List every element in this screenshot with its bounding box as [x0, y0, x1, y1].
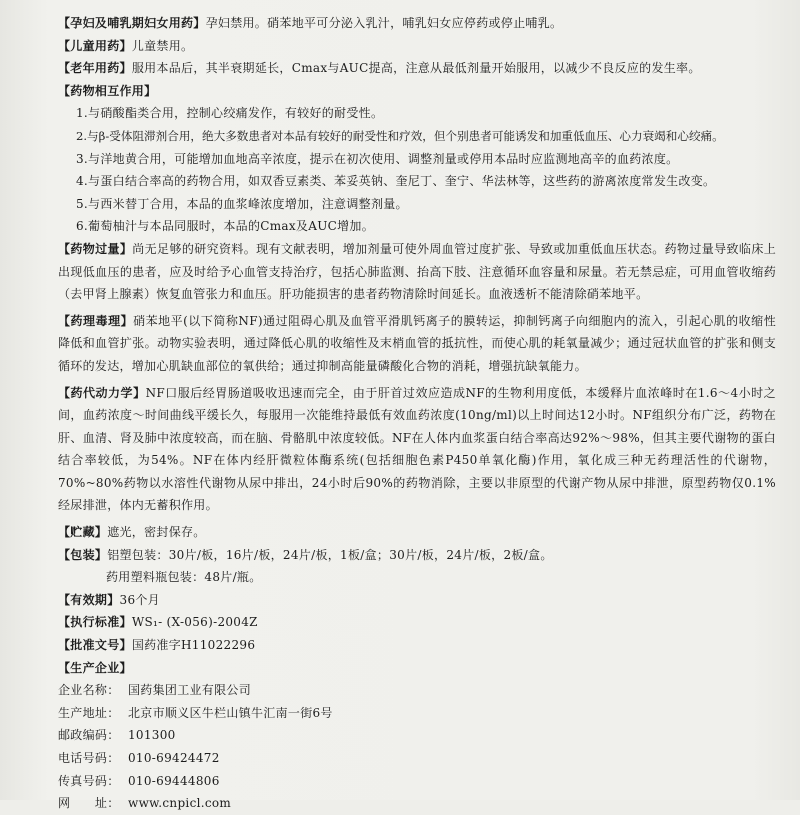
section-text-elderly: 服用本品后，其半衰期延长，Cmax与AUC提高，注意从最低剂量开始服用，以减少不良反应的发生率。 [131, 61, 701, 76]
pharmacokinetics-section [58, 382, 776, 518]
section-title-approval: 【批准文号】 [58, 638, 132, 653]
interaction-item-3: 3.与洋地黄合用，可能增加血地高辛浓度，提示在初次使用、调整剂量或停用本品时应监测地高辛的血药浓度。 [76, 151, 679, 166]
manufacturer-label: 网 址： [58, 796, 120, 811]
section-title-standard: 【执行标准】 [58, 615, 132, 630]
pregnancy-section [58, 12, 776, 35]
section-text-validity: 36个月 [119, 592, 160, 607]
section-text-toxicology: 硝苯地平(以下简称NF)通过阻碍心肌及血管平滑肌钙离子的膜转运，抑制钙离子向细胞内的流入，引起心肌的收缩性降低和血管扩张。动物实验表明，通过降低心肌的收缩性及末梢血管的抵抗性，而使心肌的耗氧量减少；通过冠状血管的扩张和侧支循环的发达，增加心肌缺血部位的氧供给；通过抑制高能量磷酸化合物的消耗，增强抗缺氧能力。 [58, 313, 777, 373]
section-text-packaging-bottle: 药用塑料瓶包装：48片/瓶。 [106, 570, 262, 585]
manufacturer-row-website [58, 792, 776, 815]
packaging-section [58, 544, 776, 567]
interaction-item-6: 6.葡萄柚汁与本品同服时，本品的Cmax及AUC增加。 [76, 219, 374, 234]
toxicology-section [58, 310, 776, 378]
section-title-storage: 【贮藏】 [58, 525, 108, 540]
manufacturer-label: 传真号码： [58, 773, 120, 788]
section-title-pharmacokinetics: 【药代动力学】 [58, 385, 146, 400]
children-section [58, 35, 776, 58]
manufacturer-label: 邮政编码： [58, 728, 120, 743]
interactions-section-title [58, 80, 776, 103]
section-text-storage: 遮光，密封保存。 [107, 525, 206, 540]
elderly-section [58, 57, 776, 80]
section-title-pregnancy: 【孕妇及哺乳期妇女用药】 [58, 16, 206, 30]
section-title-interactions: 【药物相互作用】 [58, 83, 157, 98]
interaction-item-1: 1.与硝酸酯类合用，控制心绞痛发作，有较好的耐受性。 [76, 106, 384, 121]
section-text-pharmacokinetics: NF口服后经胃肠道吸收迅速而完全，由于肝首过效应造成NF的生物利用度低，本缓释片血浓峰时在1.6～4小时之间，血药浓度～时间曲线平缓长久，每服用一次能维持最低有效血药浓度(10ng/ml)以上时间达12小时。NF组织分布广泛，药物在肝、血清、肾及肺中浓度较高，而在脑、骨骼肌中浓度较低。NF在人体内血浆蛋白结合率高达92%～98%，但其主要代谢物的蛋白结合率较低，为54%。NF在体内经肝微粒体酶系统(包括细胞色素P450单氧化酶)作用，氧化成三种无药理活性的代谢物，70%~80%药物以水溶性代谢物从尿中排出，24小时后90%的药物消除，主要以非原型的代谢产物从尿中排泄，原型药物仅0.1%经尿排泄，体内无蓄积作用。 [58, 385, 776, 513]
manufacturer-label: 企业名称： [58, 683, 120, 698]
standard-section [58, 611, 776, 634]
manufacturer-row-name [58, 679, 776, 702]
section-title-overdose: 【药物过量】 [58, 241, 133, 256]
manufacturer-value: 010-69424472 [128, 751, 220, 765]
interaction-item-4: 4.与蛋白结合率高的药物合用，如双香豆素类、苯妥英钠、奎尼丁、奎宁、华法林等，这些药的游离浓度常发生改变。 [76, 174, 716, 189]
section-title-children: 【儿童用药】 [58, 38, 132, 53]
section-text-pregnancy: 孕妇禁用。硝苯地平可分泌入乳汁，哺乳妇女应停药或停止哺乳。 [205, 16, 563, 30]
approval-section [58, 634, 776, 657]
manufacturer-value: 北京市顺义区牛栏山镇牛汇南一街6号 [128, 705, 333, 720]
manufacturer-row-postcode [58, 724, 776, 747]
validity-section [58, 589, 776, 612]
manufacturer-label: 生产地址： [58, 705, 120, 720]
manufacturer-value: 国药集团工业有限公司 [128, 683, 252, 698]
section-title-toxicology: 【药理毒理】 [58, 313, 134, 328]
manufacturer-row-fax [58, 770, 776, 793]
section-text-overdose: 尚无足够的研究资料。现有文献表明，增加剂量可使外周血管过度扩张、导致或加重低血压状态。药物过量导致临床上出现低血压的患者，应及时给予心血管支持治疗，包括心肺监测、抬高下肢、注意循环血容量和尿量。若无禁忌症，可用血管收缩药（去甲肾上腺素）恢复血管张力和血压。肝功能损害的患者药物清除时间延长。血液透析不能清除硝苯地平。 [58, 241, 776, 302]
section-text-standard: WS₁- (X-056)-2004Z [131, 615, 258, 630]
storage-section [58, 521, 776, 544]
manufacturer-website-value: www.cnpicl.com [128, 796, 232, 811]
section-title-validity: 【有效期】 [58, 592, 120, 607]
manufacturer-label: 电话号码： [58, 751, 120, 765]
section-title-manufacturer: 【生产企业】 [58, 660, 132, 675]
section-text-children: 儿童禁用。 [131, 38, 194, 53]
packaging-bottle-line [58, 566, 776, 589]
section-title-packaging: 【包装】 [58, 547, 108, 562]
overdose-section [58, 238, 776, 306]
manufacturer-row-phone [58, 747, 776, 770]
manufacturer-section [58, 657, 776, 680]
manufacturer-value: 010-69444806 [128, 773, 220, 788]
interaction-item-5: 5.与西米替丁合用，本品的血浆峰浓度增加，注意调整剂量。 [76, 196, 408, 211]
manufacturer-row-address [58, 702, 776, 725]
manufacturer-value: 101300 [128, 728, 176, 743]
interaction-item-2: 2.与β-受体阻滞剂合用，绝大多数患者对本品有较好的耐受性和疗效，但个别患者可能诱发和加重低血压、心力衰竭和心绞痛。 [76, 128, 724, 143]
section-text-approval: 国药准字H11022296 [131, 638, 256, 653]
section-text-packaging: 铝塑包装：30片/板，16片/板，24片/板，1板/盒；30片/板，24片/板，2板/盒。 [107, 547, 553, 562]
section-title-elderly: 【老年用药】 [58, 61, 132, 76]
